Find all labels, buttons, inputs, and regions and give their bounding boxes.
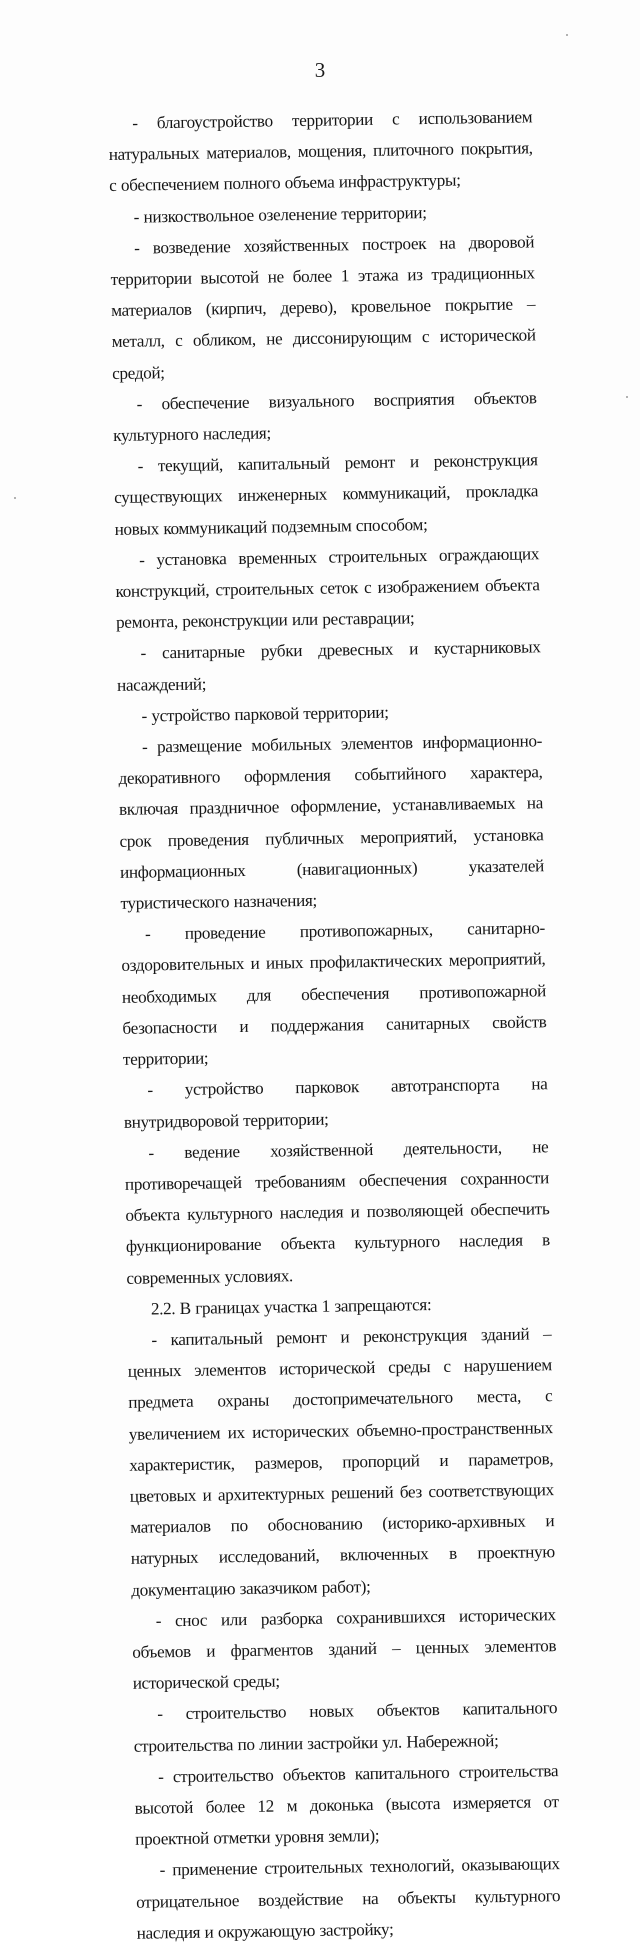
paragraph: - установка временных строительных ограждающих конструкций, строительных сеток с изображением объекта ремонта, реконструкции или реставрации; [115,544,540,633]
document-body [108,101,561,1948]
paragraph: - устройство парковок автотранспорта на внутридворовой территории; [123,1074,548,1132]
section-heading: 2.2. В границах участка 1 запрещаются: [150,1294,432,1319]
paragraph: - санитарные рубки древесных и кустарниковых насаждений; [116,637,541,695]
paragraph: - благоустройство территории с использованием натуральных материалов, мощения, плиточного покрытия, с обеспечением полного объема инфраструктуры; [108,107,533,196]
scan-speck [566,34,568,36]
paragraph: - снос или разборка сохранившихся исторических объемов и фрагментов зданий – ценных элементов исторической среды; [132,1604,557,1693]
scan-speck [14,497,16,499]
page-number: 3 [314,58,326,82]
paragraph: - применение строительных технологий, оказывающих отрицательное воздействие на объекты культурного наследия и окружающую застройку; [136,1854,561,1943]
paragraph: - возведение хозяйственных построек на дворовой территории высотой не более 1 этажа из традиционных материалов (кирпич, дерево), кровельное покрытие – металл, с обликом, не диссонирующим с исторической средой; [110,232,536,383]
paragraph: - ведение хозяйственной деятельности, не противоречащей требованиям обеспечения сохранности объекта культурного наследия и позволяющей обеспечить функционирование объекта культурного наследия в современных условиях. [124,1136,550,1288]
paragraph: - низкоствольное озеленение территории; [133,202,427,227]
paragraph: - размещение мобильных элементов информационно-декоративного оформления событийного характера, включая праздничное оформление, устанавливаемых на срок проведения публичных мероприятий, установка информационных (навигационных) указателей туристического назначения; [118,731,545,913]
paragraph: - текущий, капитальный ремонт и реконструкция существующих инженерных коммуникаций, прокладка новых коммуникаций подземным способом; [113,450,539,539]
paragraph: - строительство объектов капитального строительства высотой более 12 м доконька (высота измеряется от проектной отметки уровня земли); [134,1760,559,1849]
paragraph: - проведение противопожарных, санитарно-оздоровительных и иных профилактических мероприятий, необходимых для обеспечения противопожарной безопасности и поддержания санитарных свойств территории; [121,918,547,1069]
paragraph: - устройство парковой территории; [141,702,389,726]
paragraph: - капитальный ремонт и реконструкция зданий – ценных элементов исторической среды с нарушением предмета охраны достопримечательного места, с увеличением их исторических объемно-пространственных характеристик, размеров, пропорций и параметров, цветовых и архитектурных решений без соответствующих материалов по обоснованию (историко-архивных и натурных исследований, включенных в проектную документацию заказчиком работ); [127,1324,555,1600]
scan-speck [626,396,628,398]
paragraph: - строительство новых объектов капитального строительства по линии застройки ул. Набережной; [133,1698,558,1756]
paragraph: - обеспечение визуального восприятия объектов культурного наследия; [112,388,537,445]
